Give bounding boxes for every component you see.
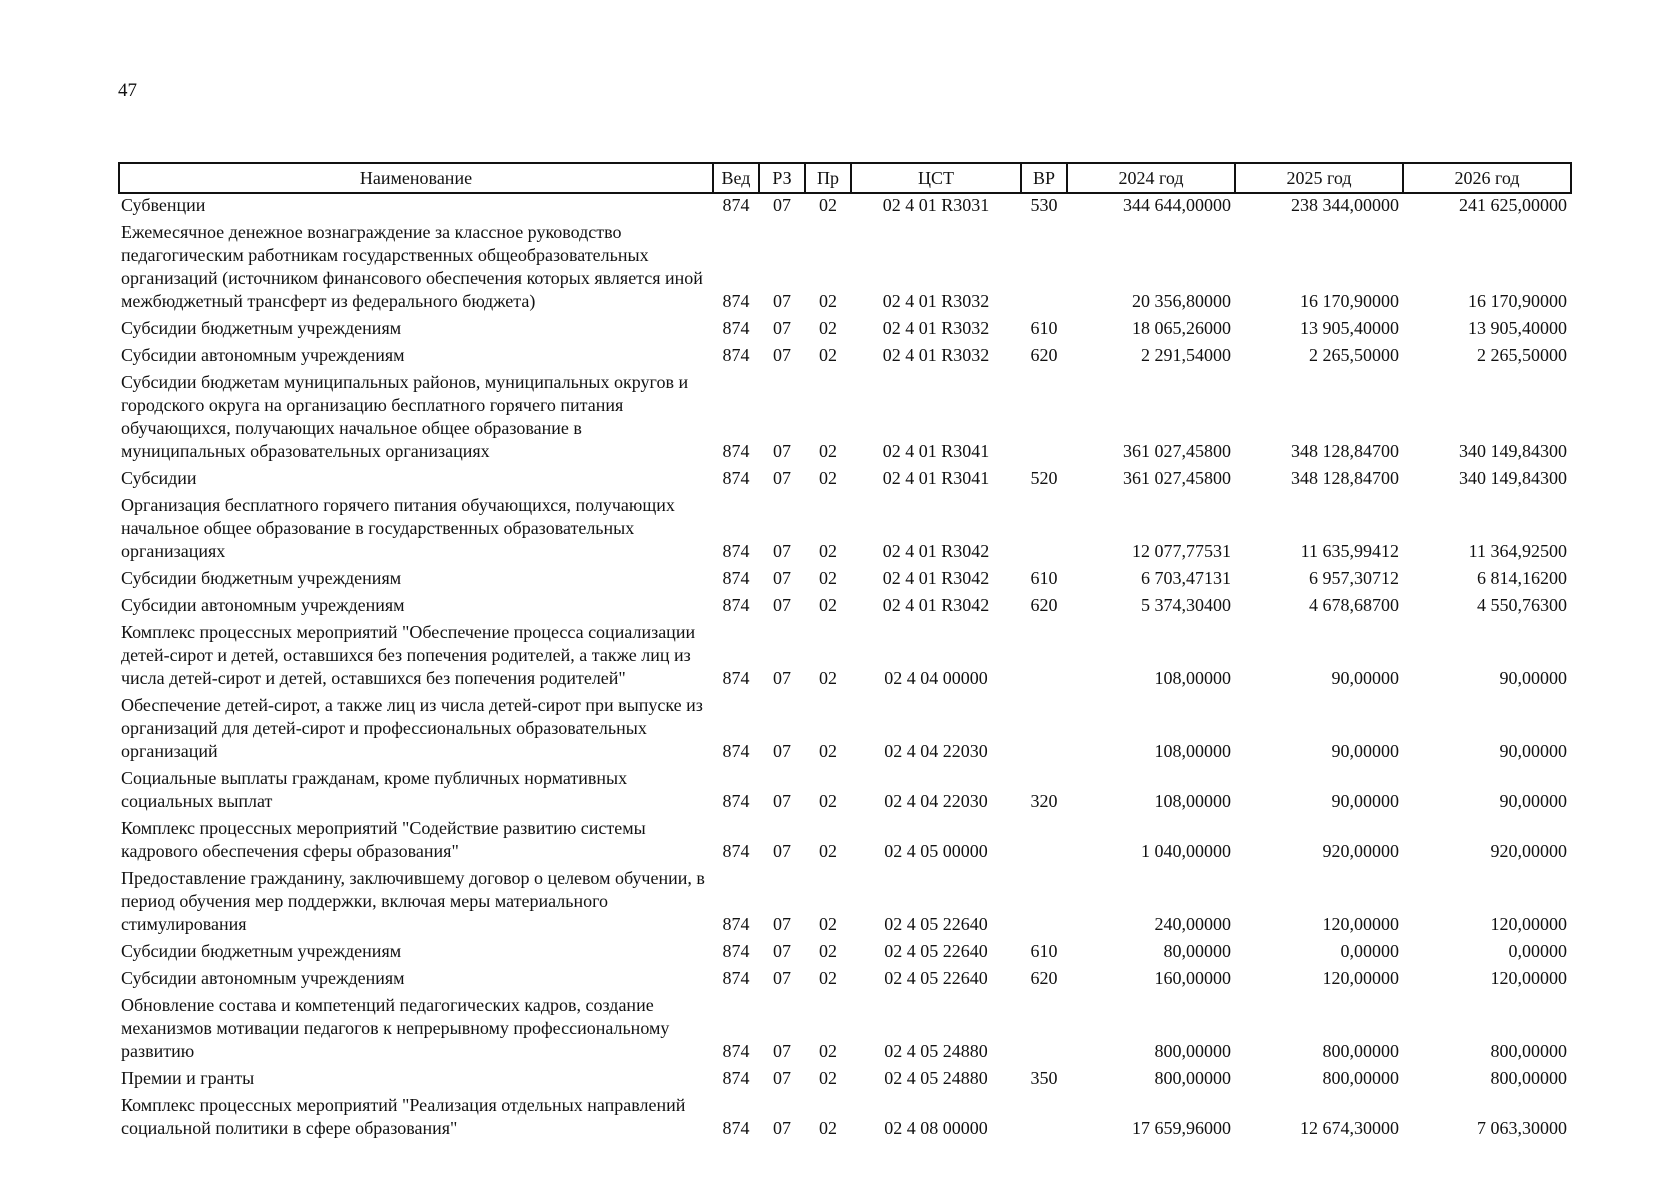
amount-2025-cell: 16 170,90000 (1300, 291, 1399, 311)
cst-cell: 02 4 01 R3041 (882, 441, 990, 461)
header-name: Наименование (119, 163, 713, 193)
amount-2024-cell: 240,00000 (1154, 914, 1231, 934)
rz-cell: 07 (773, 441, 791, 461)
ved-cell: 874 (722, 541, 750, 561)
amount-2026-cell: 16 170,90000 (1468, 291, 1567, 311)
amount-2024-cell: 800,00000 (1154, 1068, 1231, 1088)
amount-2025-cell: 11 635,99412 (1300, 541, 1399, 561)
table-header-row (119, 163, 1571, 193)
amount-2026-cell: 6 814,16200 (1477, 568, 1567, 588)
amount-2024-cell: 17 659,96000 (1132, 1118, 1231, 1138)
item-name-cell: Предоставление гражданину, заключившему договор о целевом обучении, в период обучения мер поддержки, включая меры материального стимулирования (121, 868, 705, 934)
amount-2026-cell: 11 364,92500 (1468, 541, 1567, 561)
amount-2024-cell: 108,00000 (1154, 741, 1231, 761)
amount-2025-cell: 12 674,30000 (1300, 1118, 1399, 1138)
amount-2025-cell: 0,00000 (1340, 941, 1399, 961)
ved-cell: 874 (722, 741, 750, 761)
item-name-cell: Социальные выплаты гражданам, кроме публичных нормативных социальных выплат (121, 768, 628, 811)
ved-cell: 874 (722, 914, 750, 934)
pr-cell: 02 (819, 841, 837, 861)
table-row (119, 940, 1571, 967)
vr-cell (1021, 221, 1067, 317)
vr-cell: 620 (1030, 595, 1058, 615)
amount-2025-cell: 348 128,84700 (1291, 441, 1399, 461)
cst-cell: 02 4 04 00000 (884, 668, 988, 688)
amount-2025-cell: 348 128,84700 (1291, 468, 1399, 488)
cst-cell: 02 4 01 R3041 (882, 468, 990, 488)
amount-2024-cell: 361 027,45800 (1123, 441, 1231, 461)
pr-cell: 02 (819, 441, 837, 461)
item-name-cell: Обновление состава и компетенций педагогических кадров, создание механизмов мотивации педагогов к непрерывному профессиональному развитию (121, 995, 670, 1061)
amount-2024-cell: 20 356,80000 (1132, 291, 1231, 311)
cst-cell: 02 4 08 00000 (884, 1118, 988, 1138)
amount-2025-cell: 90,00000 (1331, 668, 1399, 688)
rz-cell: 07 (773, 668, 791, 688)
pr-cell: 02 (819, 1118, 837, 1138)
ved-cell: 874 (722, 668, 750, 688)
amount-2024-cell: 1 040,00000 (1141, 841, 1231, 861)
amount-2026-cell: 241 625,00000 (1459, 195, 1567, 215)
amount-2026-cell: 0,00000 (1508, 941, 1567, 961)
amount-2026-cell: 2 265,50000 (1477, 345, 1567, 365)
vr-cell: 520 (1030, 468, 1058, 488)
header-2025: 2025 год (1235, 163, 1403, 193)
amount-2025-cell: 90,00000 (1331, 741, 1399, 761)
pr-cell: 02 (819, 1068, 837, 1088)
header-cst: ЦСТ (851, 163, 1021, 193)
pr-cell: 02 (819, 668, 837, 688)
ved-cell: 874 (722, 1068, 750, 1088)
header-rz: РЗ (759, 163, 805, 193)
amount-2024-cell: 2 291,54000 (1141, 345, 1231, 365)
item-name-cell: Комплекс процессных мероприятий "Содействие развитию системы кадрового обеспечения сферы образования" (121, 818, 646, 861)
vr-cell (1021, 621, 1067, 694)
rz-cell: 07 (773, 595, 791, 615)
item-name-cell: Ежемесячное денежное вознаграждение за классное руководство педагогическим работникам государственных общеобразовательных организаций (источником финансового обеспечения которых является иной межбюджетный трансферт из федерального бюджета) (121, 222, 703, 311)
amount-2024-cell: 6 703,47131 (1141, 568, 1231, 588)
item-name-cell: Субсидии автономным учреждениям (121, 595, 405, 615)
table-row (119, 767, 1571, 817)
table-row (119, 867, 1571, 940)
rz-cell: 07 (773, 1118, 791, 1138)
cst-cell: 02 4 01 R3032 (882, 291, 990, 311)
vr-cell: 620 (1030, 345, 1058, 365)
vr-cell: 530 (1030, 195, 1058, 215)
amount-2026-cell: 800,00000 (1490, 1068, 1567, 1088)
rz-cell: 07 (773, 1068, 791, 1088)
table-row (119, 494, 1571, 567)
item-name-cell: Субсидии бюджетным учреждениям (121, 941, 402, 961)
cst-cell: 02 4 05 24880 (884, 1068, 988, 1088)
item-name-cell: Премии и гранты (121, 1068, 255, 1088)
rz-cell: 07 (773, 318, 791, 338)
amount-2024-cell: 361 027,45800 (1123, 468, 1231, 488)
amount-2025-cell: 120,00000 (1322, 968, 1399, 988)
cst-cell: 02 4 05 22640 (884, 941, 988, 961)
header-ved: Вед (713, 163, 759, 193)
table-row (119, 371, 1571, 467)
amount-2025-cell: 800,00000 (1322, 1068, 1399, 1088)
amount-2025-cell: 13 905,40000 (1300, 318, 1399, 338)
rz-cell: 07 (773, 541, 791, 561)
amount-2024-cell: 12 077,77531 (1132, 541, 1231, 561)
table-row (119, 817, 1571, 867)
cst-cell: 02 4 01 R3042 (882, 595, 990, 615)
amount-2026-cell: 7 063,30000 (1477, 1118, 1567, 1138)
ved-cell: 874 (722, 195, 750, 215)
ved-cell: 874 (722, 568, 750, 588)
amount-2026-cell: 90,00000 (1499, 741, 1567, 761)
ved-cell: 874 (722, 441, 750, 461)
table-row (119, 193, 1571, 221)
item-name-cell: Комплекс процессных мероприятий "Реализация отдельных направлений социальной политики в сфере образования" (121, 1095, 686, 1138)
item-name-cell: Субсидии автономным учреждениям (121, 968, 405, 988)
rz-cell: 07 (773, 468, 791, 488)
amount-2026-cell: 4 550,76300 (1477, 595, 1567, 615)
pr-cell: 02 (819, 741, 837, 761)
cst-cell: 02 4 05 22640 (884, 968, 988, 988)
rz-cell: 07 (773, 1041, 791, 1061)
amount-2026-cell: 120,00000 (1490, 968, 1567, 988)
item-name-cell: Субсидии бюджетам муниципальных районов, муниципальных округов и городского округа на организацию бесплатного горячего питания обучающихся, получающих начальное общее образование в муниципальных образовательных организациях (121, 372, 689, 461)
rz-cell: 07 (773, 941, 791, 961)
vr-cell (1021, 867, 1067, 940)
vr-cell: 620 (1030, 968, 1058, 988)
vr-cell: 610 (1030, 941, 1058, 961)
ved-cell: 874 (722, 791, 750, 811)
amount-2025-cell: 800,00000 (1322, 1041, 1399, 1061)
amount-2025-cell: 920,00000 (1322, 841, 1399, 861)
pr-cell: 02 (819, 1041, 837, 1061)
cst-cell: 02 4 04 22030 (884, 741, 988, 761)
item-name-cell: Организация бесплатного горячего питания обучающихся, получающих начальное общее образование в государственных образовательных организациях (121, 495, 675, 561)
ved-cell: 874 (722, 318, 750, 338)
cst-cell: 02 4 01 R3042 (882, 568, 990, 588)
pr-cell: 02 (819, 941, 837, 961)
rz-cell: 07 (773, 914, 791, 934)
vr-cell: 610 (1030, 568, 1058, 588)
pr-cell: 02 (819, 791, 837, 811)
pr-cell: 02 (819, 318, 837, 338)
pr-cell: 02 (819, 968, 837, 988)
table-row (119, 567, 1571, 594)
item-name-cell: Субсидии (121, 468, 197, 488)
table-row (119, 317, 1571, 344)
ved-cell: 874 (722, 345, 750, 365)
vr-cell: 350 (1030, 1068, 1058, 1088)
table-row (119, 967, 1571, 994)
amount-2026-cell: 800,00000 (1490, 1041, 1567, 1061)
amount-2024-cell: 108,00000 (1154, 668, 1231, 688)
header-vr: ВР (1021, 163, 1067, 193)
amount-2025-cell: 4 678,68700 (1309, 595, 1399, 615)
cst-cell: 02 4 05 24880 (884, 1041, 988, 1061)
rz-cell: 07 (773, 741, 791, 761)
amount-2026-cell: 90,00000 (1499, 791, 1567, 811)
header-2026: 2026 год (1403, 163, 1571, 193)
rz-cell: 07 (773, 195, 791, 215)
amount-2025-cell: 2 265,50000 (1309, 345, 1399, 365)
amount-2024-cell: 108,00000 (1154, 791, 1231, 811)
table-row (119, 1094, 1571, 1144)
amount-2024-cell: 5 374,30400 (1141, 595, 1231, 615)
amount-2026-cell: 340 149,84300 (1459, 468, 1567, 488)
table-row (119, 594, 1571, 621)
item-name-cell: Комплекс процессных мероприятий "Обеспечение процесса социализации детей-сирот и детей, оставшихся без попечения родителей, а также лиц из числа детей-сирот и детей, оставшихся без попечения родителей" (121, 622, 696, 688)
cst-cell: 02 4 05 22640 (884, 914, 988, 934)
amount-2024-cell: 800,00000 (1154, 1041, 1231, 1061)
amount-2026-cell: 13 905,40000 (1468, 318, 1567, 338)
table-row (119, 344, 1571, 371)
vr-cell (1021, 1094, 1067, 1144)
pr-cell: 02 (819, 468, 837, 488)
rz-cell: 07 (773, 568, 791, 588)
ved-cell: 874 (722, 468, 750, 488)
pr-cell: 02 (819, 541, 837, 561)
pr-cell: 02 (819, 568, 837, 588)
pr-cell: 02 (819, 595, 837, 615)
ved-cell: 874 (722, 595, 750, 615)
rz-cell: 07 (773, 291, 791, 311)
amount-2026-cell: 340 149,84300 (1459, 441, 1567, 461)
vr-cell: 320 (1030, 791, 1058, 811)
item-name-cell: Субсидии автономным учреждениям (121, 345, 405, 365)
table-row (119, 1067, 1571, 1094)
table-body (119, 193, 1571, 1144)
table-row (119, 694, 1571, 767)
cst-cell: 02 4 01 R3042 (882, 541, 990, 561)
vr-cell: 610 (1030, 318, 1058, 338)
rz-cell: 07 (773, 345, 791, 365)
amount-2026-cell: 120,00000 (1490, 914, 1567, 934)
item-name-cell: Обеспечение детей-сирот, а также лиц из числа детей-сирот при выпуске из организаций для детей-сирот и профессиональных образовательных организаций (121, 695, 703, 761)
rz-cell: 07 (773, 841, 791, 861)
amount-2024-cell: 80,00000 (1163, 941, 1231, 961)
ved-cell: 874 (722, 291, 750, 311)
vr-cell (1021, 494, 1067, 567)
ved-cell: 874 (722, 941, 750, 961)
amount-2025-cell: 120,00000 (1322, 914, 1399, 934)
rz-cell: 07 (773, 968, 791, 988)
rz-cell: 07 (773, 791, 791, 811)
cst-cell: 02 4 05 00000 (884, 841, 988, 861)
cst-cell: 02 4 01 R3032 (882, 345, 990, 365)
ved-cell: 874 (722, 968, 750, 988)
amount-2025-cell: 238 344,00000 (1291, 195, 1399, 215)
cst-cell: 02 4 04 22030 (884, 791, 988, 811)
vr-cell (1021, 371, 1067, 467)
amount-2026-cell: 920,00000 (1490, 841, 1567, 861)
header-pr: Пр (805, 163, 851, 193)
pr-cell: 02 (819, 291, 837, 311)
table-row (119, 221, 1571, 317)
pr-cell: 02 (819, 914, 837, 934)
amount-2026-cell: 90,00000 (1499, 668, 1567, 688)
table-row (119, 621, 1571, 694)
pr-cell: 02 (819, 195, 837, 215)
amount-2024-cell: 160,00000 (1154, 968, 1231, 988)
cst-cell: 02 4 01 R3031 (882, 195, 990, 215)
vr-cell (1021, 817, 1067, 867)
cst-cell: 02 4 01 R3032 (882, 318, 990, 338)
amount-2025-cell: 6 957,30712 (1309, 568, 1399, 588)
amount-2024-cell: 344 644,00000 (1123, 195, 1231, 215)
vr-cell (1021, 694, 1067, 767)
amount-2024-cell: 18 065,26000 (1132, 318, 1231, 338)
pr-cell: 02 (819, 345, 837, 365)
ved-cell: 874 (722, 1118, 750, 1138)
table-row (119, 467, 1571, 494)
amount-2025-cell: 90,00000 (1331, 791, 1399, 811)
item-name-cell: Субсидии бюджетным учреждениям (121, 568, 402, 588)
ved-cell: 874 (722, 841, 750, 861)
page-number: 47 (118, 80, 137, 101)
item-name-cell: Субсидии бюджетным учреждениям (121, 318, 402, 338)
ved-cell: 874 (722, 1041, 750, 1061)
budget-table (118, 162, 1572, 1144)
header-2024: 2024 год (1067, 163, 1235, 193)
table-row (119, 994, 1571, 1067)
item-name-cell: Субвенции (121, 195, 206, 215)
vr-cell (1021, 994, 1067, 1067)
